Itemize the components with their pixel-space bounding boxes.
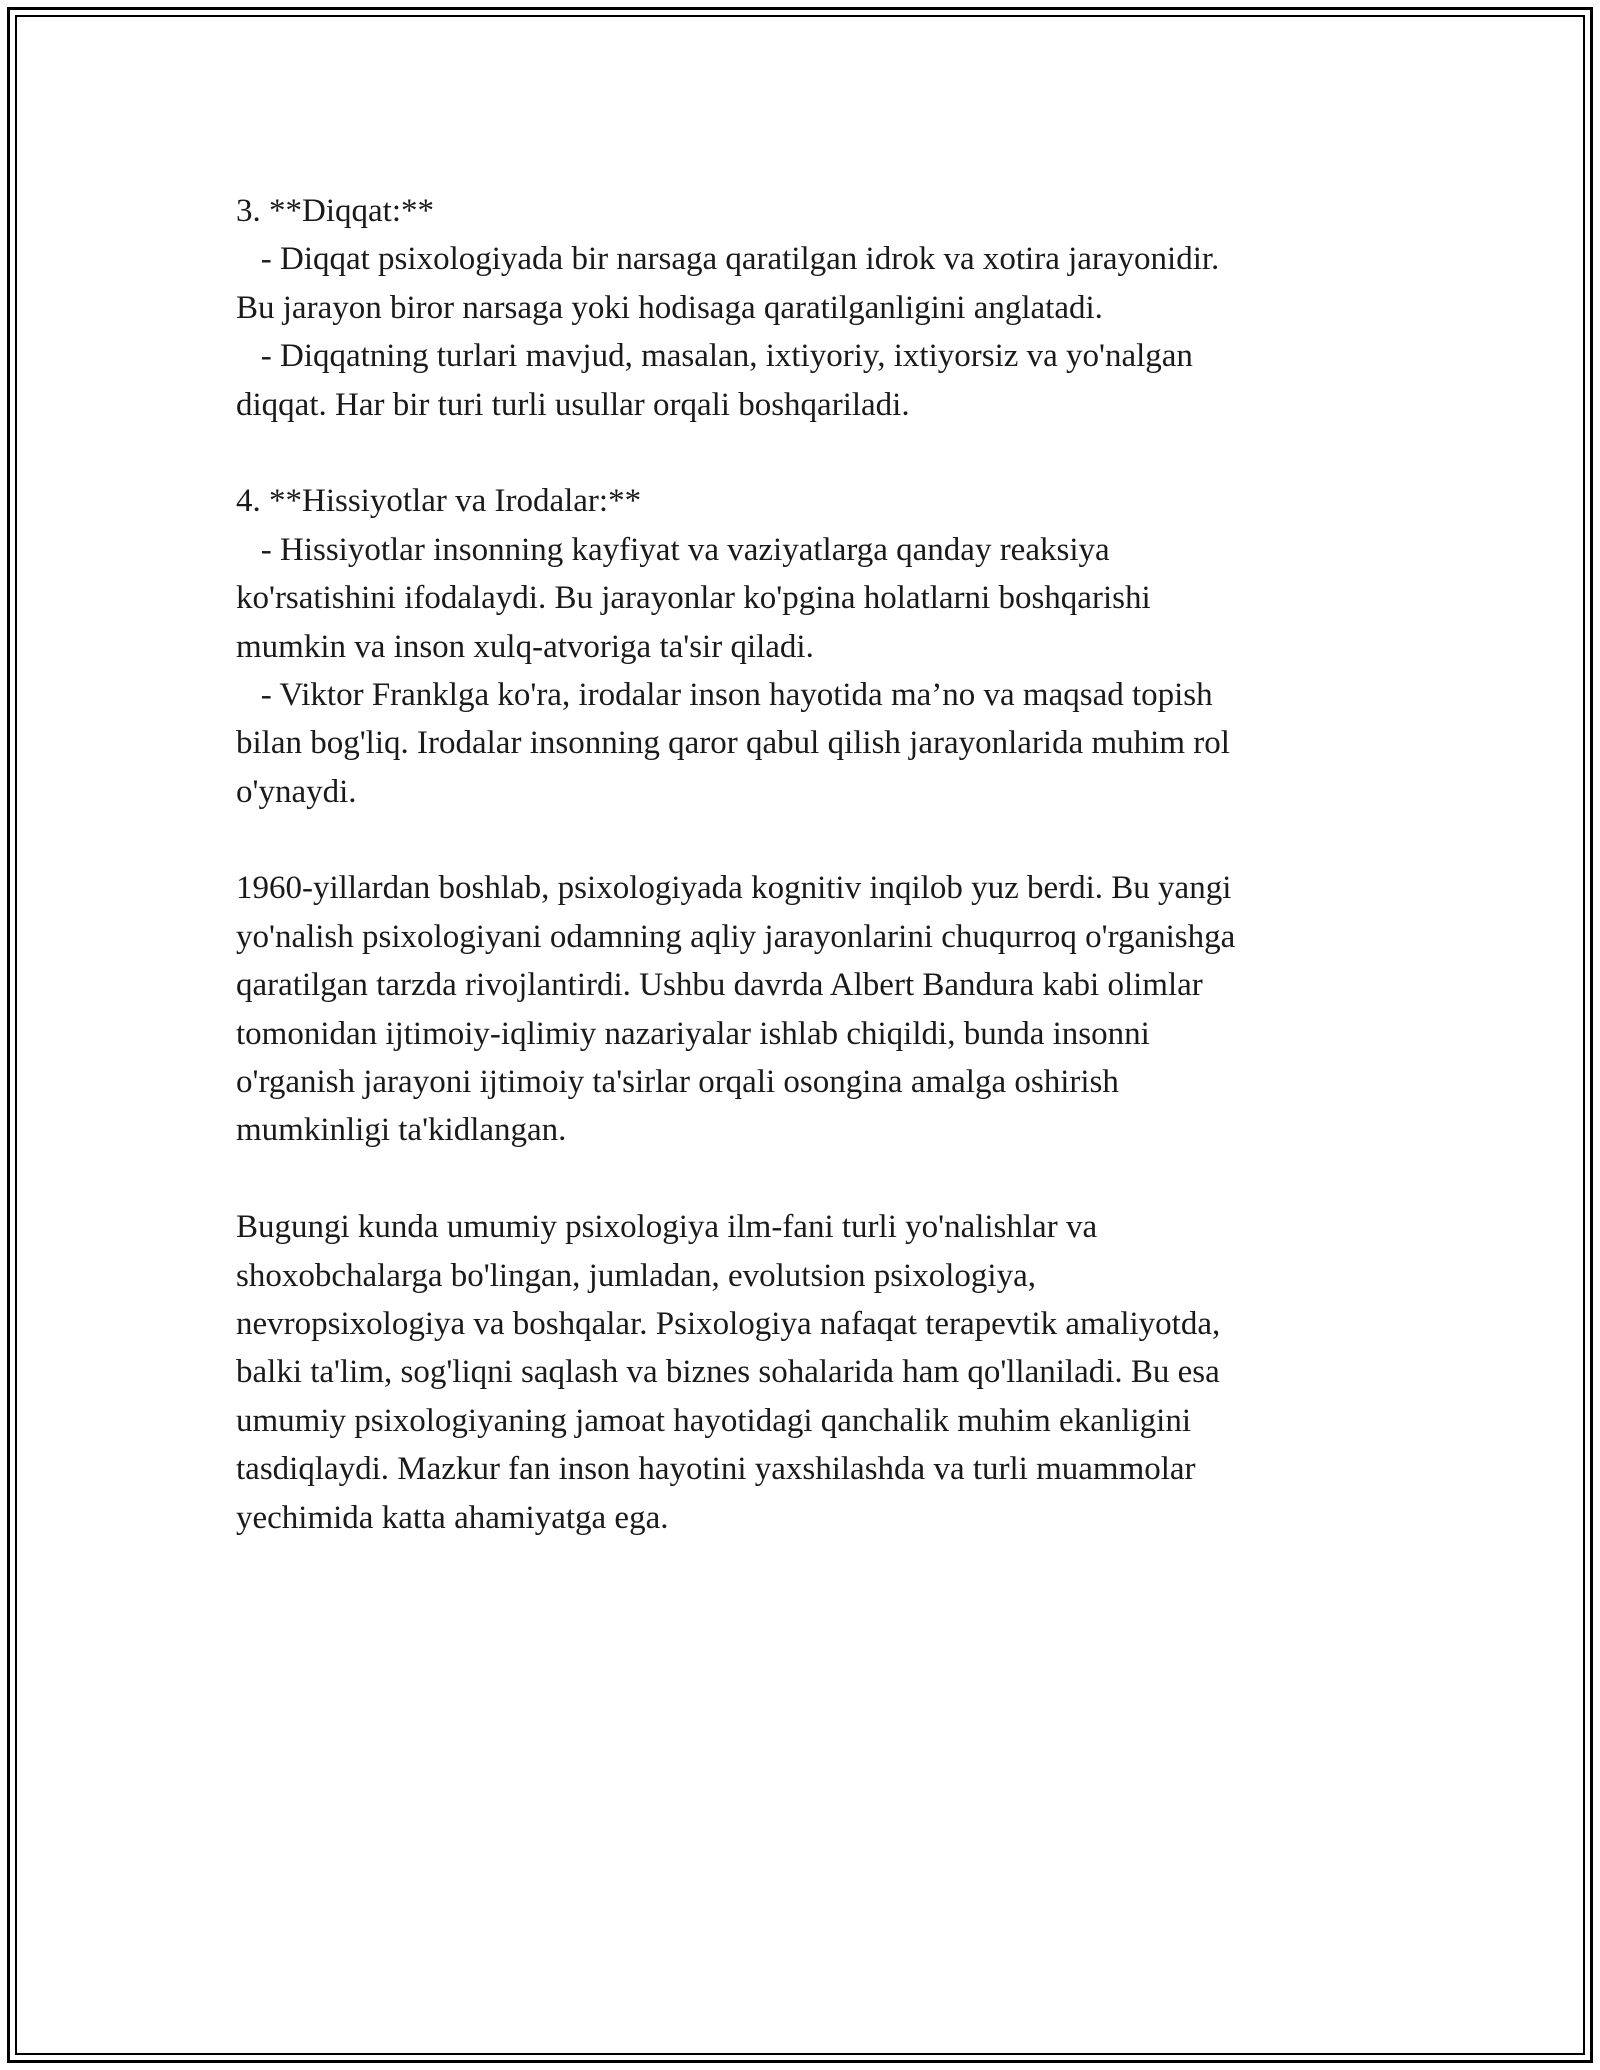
text-line: shoxobchalarga bo'lingan, jumladan, evolutsion psixologiya,	[236, 1257, 1036, 1294]
text-line: diqqat. Har bir turi turli usullar orqali boshqariladi.	[236, 386, 910, 423]
text-line: tasdiqlaydi. Mazkur fan inson hayotini yaxshilashda va turli muammolar	[236, 1451, 1196, 1488]
paragraph-spacer	[236, 816, 1366, 864]
text-line: - Diqqatning turlari mavjud, masalan, ixtiyoriy, ixtiyorsiz va yo'nalgan	[236, 338, 1193, 375]
text-line: - Diqqat psixologiyada bir narsaga qaratilgan idrok va xotira jarayonidir.	[236, 241, 1220, 278]
text-line: o'rganish jarayoni ijtimoiy ta'sirlar orqali osongina amalga oshirish	[236, 1064, 1119, 1101]
text-line: nevropsixologiya va boshqalar. Psixologiya nafaqat terapevtik amaliyotda,	[236, 1305, 1221, 1342]
text-line: Bugungi kunda umumiy psixologiya ilm-fani turli yo'nalishlar va	[236, 1209, 1098, 1246]
text-line: yechimida katta ahamiyatga ega.	[236, 1499, 669, 1536]
text-line: - Viktor Franklga ko'ra, irodalar inson hayotida ma’no va maqsad topish	[236, 676, 1213, 713]
paragraph-1960	[236, 864, 1366, 1154]
text-line: ko'rsatishini ifodalaydi. Bu jarayonlar ko'pgina holatlarni boshqarishi	[236, 580, 1151, 617]
paragraph-spacer	[236, 1155, 1366, 1203]
section-hissiyotlar	[236, 477, 1366, 816]
text-line: mumkinligi ta'kidlangan.	[236, 1112, 567, 1149]
document-body	[236, 187, 1366, 1542]
text-line: yo'nalish psixologiyani odamning aqliy jarayonlarini chuqurroq o'rganishga	[236, 918, 1236, 955]
section-diqqat	[236, 187, 1366, 429]
text-line: mumkin va inson xulq-atvoriga ta'sir qiladi.	[236, 628, 814, 665]
text-line: - Hissiyotlar insonning kayfiyat va vaziyatlarga qanday reaksiya	[236, 531, 1110, 568]
text-line: 1960-yillardan boshlab, psixologiyada kognitiv inqilob yuz berdi. Bu yangi	[236, 870, 1232, 907]
paragraph-today	[236, 1203, 1366, 1542]
text-line: balki ta'lim, sog'liqni saqlash va biznes sohalarida ham qo'llaniladi. Bu esa	[236, 1354, 1220, 1391]
paragraph-spacer	[236, 429, 1366, 477]
section-heading: 4. **Hissiyotlar va Irodalar:**	[236, 483, 642, 520]
text-line: o'ynaydi.	[236, 773, 357, 810]
text-line: qaratilgan tarzda rivojlantirdi. Ushbu davrda Albert Bandura kabi olimlar	[236, 967, 1203, 1004]
text-line: Bu jarayon biror narsaga yoki hodisaga qaratilganligini anglatadi.	[236, 289, 1103, 326]
text-line: tomonidan ijtimoiy-iqlimiy nazariyalar ishlab chiqildi, bunda insonni	[236, 1015, 1150, 1052]
section-heading: 3. **Diqqat:**	[236, 193, 434, 229]
text-line: bilan bog'liq. Irodalar insonning qaror qabul qilish jarayonlarida muhim rol	[236, 725, 1230, 762]
text-line: umumiy psixologiyaning jamoat hayotidagi qanchalik muhim ekanligini	[236, 1402, 1192, 1439]
